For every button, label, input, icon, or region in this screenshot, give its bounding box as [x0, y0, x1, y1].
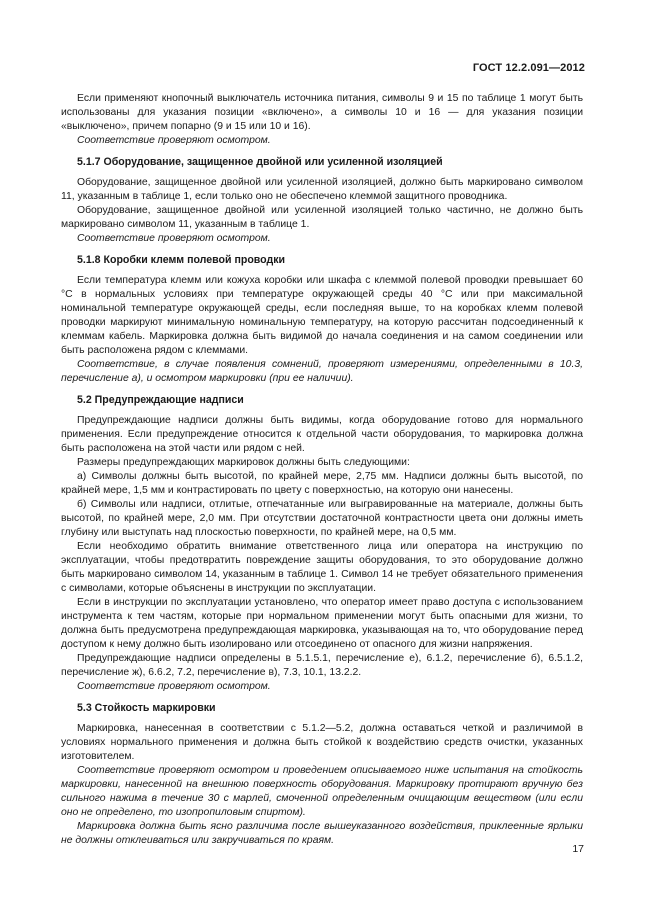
paragraph: б) Символы или надписи, отлитые, отпечатанные или выгравированные на материале, должны быть высотой, по крайней мере, 2,0 мм. При отсутствии достаточной контрастности цвета они должны иметь глубину или выступать над плоскостью поверхности, по крайней мере, на 0,5 мм. [61, 499, 583, 538]
section-heading: 5.1.8 Коробки клемм полевой проводки [77, 254, 286, 266]
paragraph: Оборудование, защищенное двойной или усиленной изоляцией, должно быть маркировано символом 11, указанным в таблице 1, если только оно не обеспечено клеммой защитного проводника. [61, 177, 583, 202]
paragraph: Предупреждающие надписи должны быть видимы, когда оборудование готово для нормального применения. Если предупреждение относится к отдельной части оборудования, то маркировка должна быть расположена на этой части или рядом с ней. [61, 415, 583, 454]
paragraph: а) Символы должны быть высотой, по крайней мере, 2,75 мм. Надписи должны быть высотой, по крайней мере, 1,5 мм и контрастировать по цвету с поверхностью, на которую они нанесены. [61, 471, 583, 496]
paragraph: Маркировка, нанесенная в соответствии с 5.1.2—5.2, должна оставаться четкой и различимой в условиях нормального применения и должна быть стойкой к воздействию средств очистки, указанных изготовителем. [61, 723, 583, 762]
page-number: 17 [572, 843, 584, 855]
section-heading: 5.1.7 Оборудование, защищенное двойной или усиленной изоляцией [77, 156, 443, 168]
section-heading: 5.2 Предупреждающие надписи [77, 394, 244, 406]
paragraph: Если применяют кнопочный выключатель источника питания, символы 9 и 15 по таблице 1 могут быть использованы для указания позиции «включено», а символы 10 и 16 — для указания позиции «выключено», причем попарно (9 и 15 или 10 и 16). [61, 93, 583, 132]
document-header: ГОСТ 12.2.091—2012 [472, 62, 585, 74]
compliance-note: Соответствие проверяют осмотром. [77, 681, 271, 692]
paragraph: Если температура клемм или кожуха коробки или шкафа с клеммой полевой проводки превышает 60 °C в нормальных условиях при температуре окружающей среды 40 °C или при максимальной номинальной температуре окружающей среды, если последняя выше, то на коробках клемм полевой проводки маркируют минимальную номинальную температуру, на которую рассчитан подсоединенный к клеммам кабель. Маркировка должна быть видимой до начала соединения и на самом соединении или быть расположена рядом с клеммами. [61, 275, 583, 356]
compliance-note: Соответствие проверяют осмотром и проведением описываемого ниже испытания на стойкость маркировки, нанесенной на внешнюю поверхность оборудования. Маркировку протирают вручную без сильного нажима в течение 30 с марлей, смоченной определенным очищающим веществом (или если оно не определено, то изопропиловым спиртом). [61, 765, 583, 818]
document-body [61, 92, 583, 848]
compliance-note: Соответствие проверяют осмотром. [77, 135, 271, 146]
paragraph: Если необходимо обратить внимание ответственного лица или оператора на инструкцию по эксплуатации, чтобы предотвратить повреждение защиты оборудования, то это оборудование должно быть маркировано символом 14, указанным в таблице 1. Символ 14 не требует обязательного применения с символами, которые объяснены в инструкции по эксплуатации. [61, 541, 583, 594]
section-heading: 5.3 Стойкость маркировки [77, 702, 216, 714]
paragraph: Предупреждающие надписи определены в 5.1.5.1, перечисление е), 6.1.2, перечисление б), 6.5.1.2, перечисление ж), 6.6.2, 7.2, перечисление в), 7.3, 10.1, 13.2.2. [61, 653, 583, 678]
compliance-note: Соответствие, в случае появления сомнений, проверяют измерениями, определенными в 10.3, перечисление а), и осмотром маркировки (при ее наличии). [61, 359, 583, 384]
paragraph: Если в инструкции по эксплуатации установлено, что оператор имеет право доступа с использованием инструмента к тем частям, которые при нормальном применении могут быть опасными для жизни, то должна быть предусмотрена предупреждающая маркировка, указывающая на то, что оборудование перед доступом к нему должно быть изолировано или отсоединено от опасного для жизни напряжения. [61, 597, 583, 650]
compliance-note: Маркировка должна быть ясно различима после вышеуказанного воздействия, приклеенные ярлыки не должны отклеиваться или закручиваться по краям. [61, 821, 583, 846]
paragraph: Оборудование, защищенное двойной или усиленной изоляцией только частично, не должно быть маркировано символом 11, указанным в таблице 1. [61, 205, 583, 230]
compliance-note: Соответствие проверяют осмотром. [77, 233, 271, 244]
paragraph: Размеры предупреждающих маркировок должны быть следующими: [77, 457, 410, 468]
